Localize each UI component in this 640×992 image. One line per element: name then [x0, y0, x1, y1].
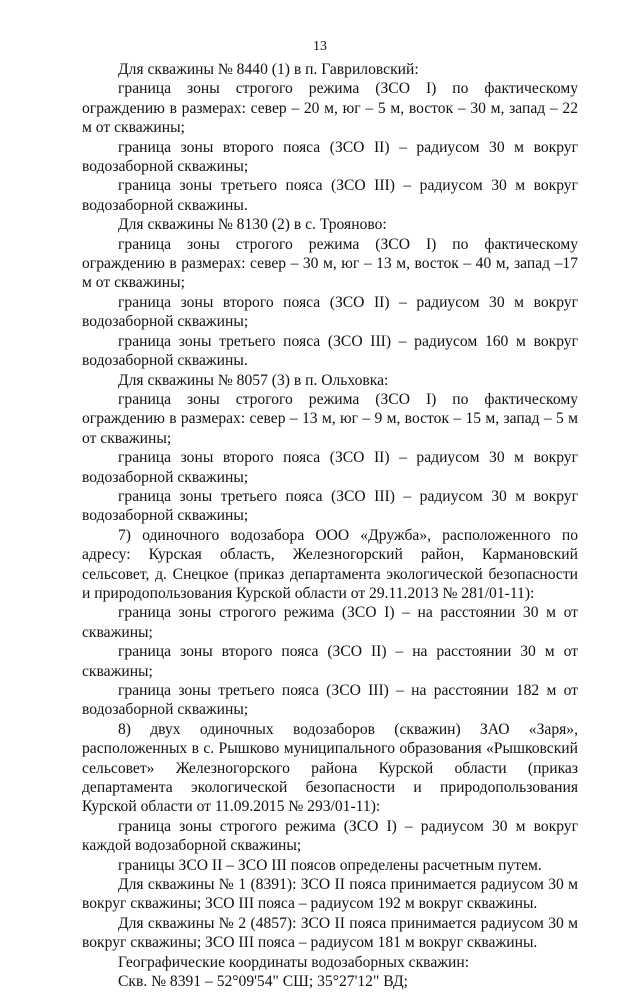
paragraph: граница зоны строгого режима (ЗСО I) – на расстоянии 30 м от скважины;: [82, 604, 578, 641]
paragraph: 7) одиночного водозабора ООО «Дружба», расположенного по адресу: Курская область, Железногорский район, Кармановский сельсовет, д. Снецкое (приказ департамента экологической безопасности и природопользования Курской области от 29.11.2013 № 281/01-11):: [82, 526, 578, 602]
paragraph: граница зоны строгого режима (ЗСО I) по фактическому ограждению в размерах: север – 20 м, юг – 5 м, восток – 30 м, запад – 22 м от скважины;: [82, 80, 578, 137]
paragraph: Скв. № 8391 – 52°09'54" СШ; 35°27'12" ВД;: [118, 973, 409, 991]
page-number: 13: [313, 39, 327, 54]
paragraph: Для скважины № 8057 (3) в п. Ольховка:: [118, 371, 389, 389]
paragraph: граница зоны второго пояса (ЗСО II) – на расстоянии 30 м от скважины;: [82, 643, 578, 680]
paragraph: граница зоны третьего пояса (ЗСО III) – радиусом 160 м вокруг водозаборной скважины.: [82, 332, 578, 370]
paragraph: граница зоны строгого режима (ЗСО I) – радиусом 30 м вокруг каждой водозаборной скважины;: [82, 817, 578, 855]
document-body: [82, 60, 578, 992]
paragraph: граница зоны второго пояса (ЗСО II) – радиусом 30 м вокруг водозаборной скважины;: [82, 293, 578, 331]
paragraph: граница зоны второго пояса (ЗСО II) – радиусом 30 м вокруг водозаборной скважины;: [82, 449, 578, 486]
paragraph: граница зоны второго пояса (ЗСО II) – радиусом 30 м вокруг водозаборной скважины;: [82, 138, 578, 176]
paragraph: границы ЗСО II – ЗСО III поясов определены расчетным путем.: [118, 856, 542, 874]
paragraph: Для скважины № 8440 (1) в п. Гавриловский:: [118, 61, 419, 78]
paragraph: Для скважины № 2 (4857): ЗСО II пояса принимается радиусом 30 м вокруг скважины; ЗСО III пояса – радиусом 181 м вокруг скважины.: [82, 914, 578, 952]
paragraph: граница зоны третьего пояса (ЗСО III) – на расстоянии 182 м от водозаборной скважины;: [82, 682, 578, 719]
paragraph: Для скважины № 1 (8391): ЗСО II пояса принимается радиусом 30 м вокруг скважины; ЗСО III пояса – радиусом 192 м вокруг скважины.: [82, 876, 578, 913]
paragraph: Для скважины № 8130 (2) в с. Трояново:: [118, 216, 387, 234]
paragraph: Географические координаты водозаборных скважин:: [118, 953, 470, 971]
paragraph: граница зоны третьего пояса (ЗСО III) – радиусом 30 м вокруг водозаборной скважины;: [82, 487, 578, 525]
paragraph: граница зоны строгого режима (ЗСО I) по фактическому ограждению в размерах: север – 30 м, юг – 13 м, восток – 40 м, запад –17 м от скважины;: [82, 235, 578, 292]
paragraph: граница зоны строгого режима (ЗСО I) по фактическому ограждению в размерах: север – 13 м, юг – 9 м, восток – 15 м, запад – 5 м от скважины;: [82, 390, 578, 447]
paragraph: 8) двух одиночных водозаборов (скважин) ЗАО «Заря», расположенных в с. Рышково муниципального образования «Рышковский сельсовет» Железногорского района Курской области (приказ департамента экологической безопасности и природопользования Курской области от 11.09.2015 № 293/01-11):: [82, 720, 578, 816]
paragraph: граница зоны третьего пояса (ЗСО III) – радиусом 30 м вокруг водозаборной скважины.: [82, 177, 578, 214]
